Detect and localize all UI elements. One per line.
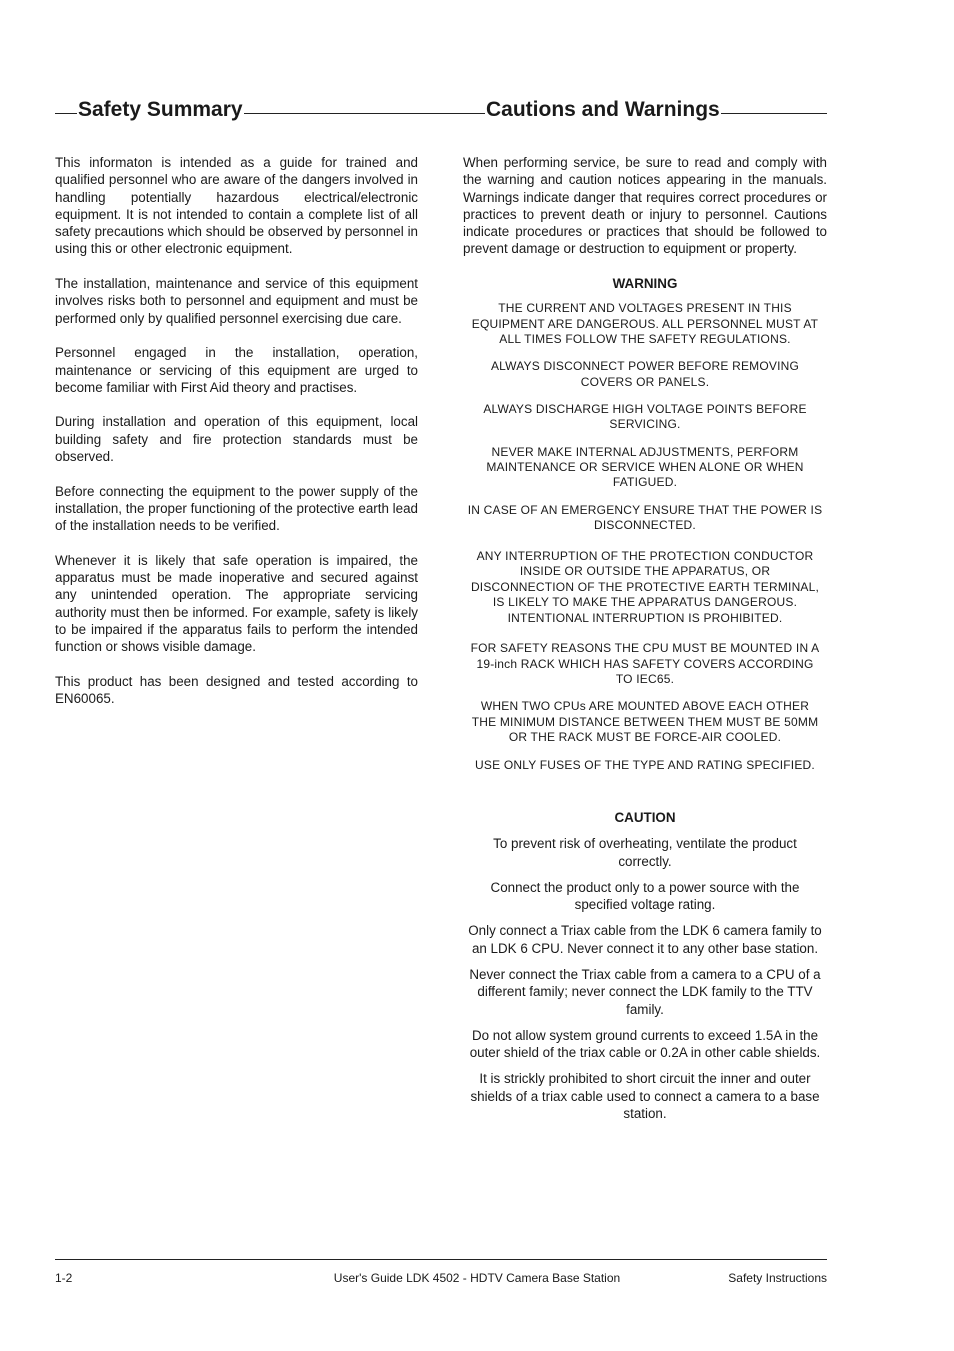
caution-item: Never connect the Triax cable from a camera to a CPU of a different family; never connect the LDK family to the TTV family. <box>469 966 821 1017</box>
heading-rule <box>55 113 77 114</box>
right-column <box>463 154 827 1131</box>
paragraph: Personnel engaged in the installation, operation, maintenance or servicing of this equipment are urged to become familiar with First Aid theory and practises. <box>55 345 418 395</box>
caution-item: Only connect a Triax cable from the LDK 6 camera family to an LDK 6 CPU. Never connect it to any other base station. <box>468 923 822 956</box>
left-column <box>55 154 418 725</box>
warning-item: IN CASE OF AN EMERGENCY ENSURE THAT THE POWER IS DISCONNECTED. <box>467 502 823 533</box>
document-title: User's Guide LDK 4502 - HDTV Camera Base Station <box>333 1271 621 1285</box>
caution-item: To prevent risk of overheating, ventilate the product correctly. <box>493 836 797 869</box>
heading-rule <box>721 113 827 114</box>
paragraph: This product has been designed and tested according to EN60065. <box>55 673 418 707</box>
warning-item: THE CURRENT AND VOLTAGES PRESENT IN THIS EQUIPMENT ARE DANGEROUS. ALL PERSONNEL MUST AT ALL TIMES FOLLOW THE SAFETY REGULATIONS. <box>471 301 819 347</box>
cautions-warnings-title: Cautions and Warnings <box>486 98 720 121</box>
paragraph: Whenever it is likely that safe operation is impaired, the apparatus must be made inoperative and secured against any unintended operation. The appropriate servicing authority must then be informed. For example, safety is likely to be impaired if the apparatus fails to perform the intended function or shows visible damage. <box>55 552 418 655</box>
footer-rule <box>55 1259 827 1260</box>
safety-summary-title: Safety Summary <box>78 98 243 121</box>
warning-item: WHEN TWO CPUs ARE MOUNTED ABOVE EACH OTHER THE MINIMUM DISTANCE BETWEEN THEM MUST BE 50MM OR THE RACK MUST BE FORCE-AIR COOLED. <box>471 699 819 745</box>
paragraph: The installation, maintenance and service of this equipment involves risks both to personnel and equipment and must be performed only by qualified personnel exercising due care. <box>55 276 418 326</box>
safety-summary-heading <box>55 96 485 124</box>
heading-rule <box>244 113 485 114</box>
paragraph: This informaton is intended as a guide for trained and qualified personnel who are aware of the dangers involved in handling potentially hazardous electrical/electronic equipment. It is not intended to contain a complete list of all safety precautions which should be observed by personnel in using this or other electronic equipment. <box>55 155 418 257</box>
warning-item: NEVER MAKE INTERNAL ADJUSTMENTS, PERFORM MAINTENANCE OR SERVICE WHEN ALONE OR WHEN FATIGUED. <box>486 444 804 490</box>
caution-label: CAUTION <box>614 809 676 825</box>
intro-paragraph: When performing service, be sure to read and comply with the warning and caution notices appearing in the manuals. Warnings indicate danger that requires correct procedures or practices to prevent death or injury to personnel. Cautions indicate procedures or practices that should be followed to prevent damage or destruction to equipment or property. <box>463 155 827 257</box>
cautions-warnings-heading <box>485 96 827 124</box>
warning-label: WARNING <box>612 276 678 292</box>
caution-item: It is strickly prohibited to short circuit the inner and outer shields of a triax cable used to connect a camera to a base station. <box>470 1071 820 1122</box>
warning-item: FOR SAFETY REASONS THE CPU MUST BE MOUNTED IN A 19-inch RACK WHICH HAS SAFETY COVERS ACCORDING TO IEC65. <box>470 641 820 687</box>
paragraph: During installation and operation of this equipment, local building safety and fire protection standards must be observed. <box>55 414 418 465</box>
warning-item: ALWAYS DISCHARGE HIGH VOLTAGE POINTS BEFORE SERVICING. <box>483 402 807 432</box>
warning-item: ANY INTERRUPTION OF THE PROTECTION CONDUCTOR INSIDE OR OUTSIDE THE APPARATUS, OR DISCONNECTION OF THE PROTECTIVE EARTH TERMINAL, IS LIKELY TO MAKE THE APPARATUS DANGEROUS. INTENTIONAL INTERRUPTION IS PROHIBITED. <box>470 548 820 625</box>
warning-item: ALWAYS DISCONNECT POWER BEFORE REMOVING COVERS OR PANELS. <box>490 359 800 389</box>
page-number: 1-2 <box>55 1271 73 1285</box>
section-name: Safety Instructions <box>728 1271 827 1285</box>
caution-item: Do not allow system ground currents to exceed 1.5A in the outer shield of the triax cable or 0.2A in other cable shields. <box>469 1027 821 1061</box>
caution-item: Connect the product only to a power source with the specified voltage rating. <box>490 879 800 913</box>
paragraph: Before connecting the equipment to the power supply of the installation, the proper functioning of the protective earth lead of the installation needs to be verified. <box>55 483 418 534</box>
warning-item: USE ONLY FUSES OF THE TYPE AND RATING SPECIFIED. <box>475 757 815 772</box>
